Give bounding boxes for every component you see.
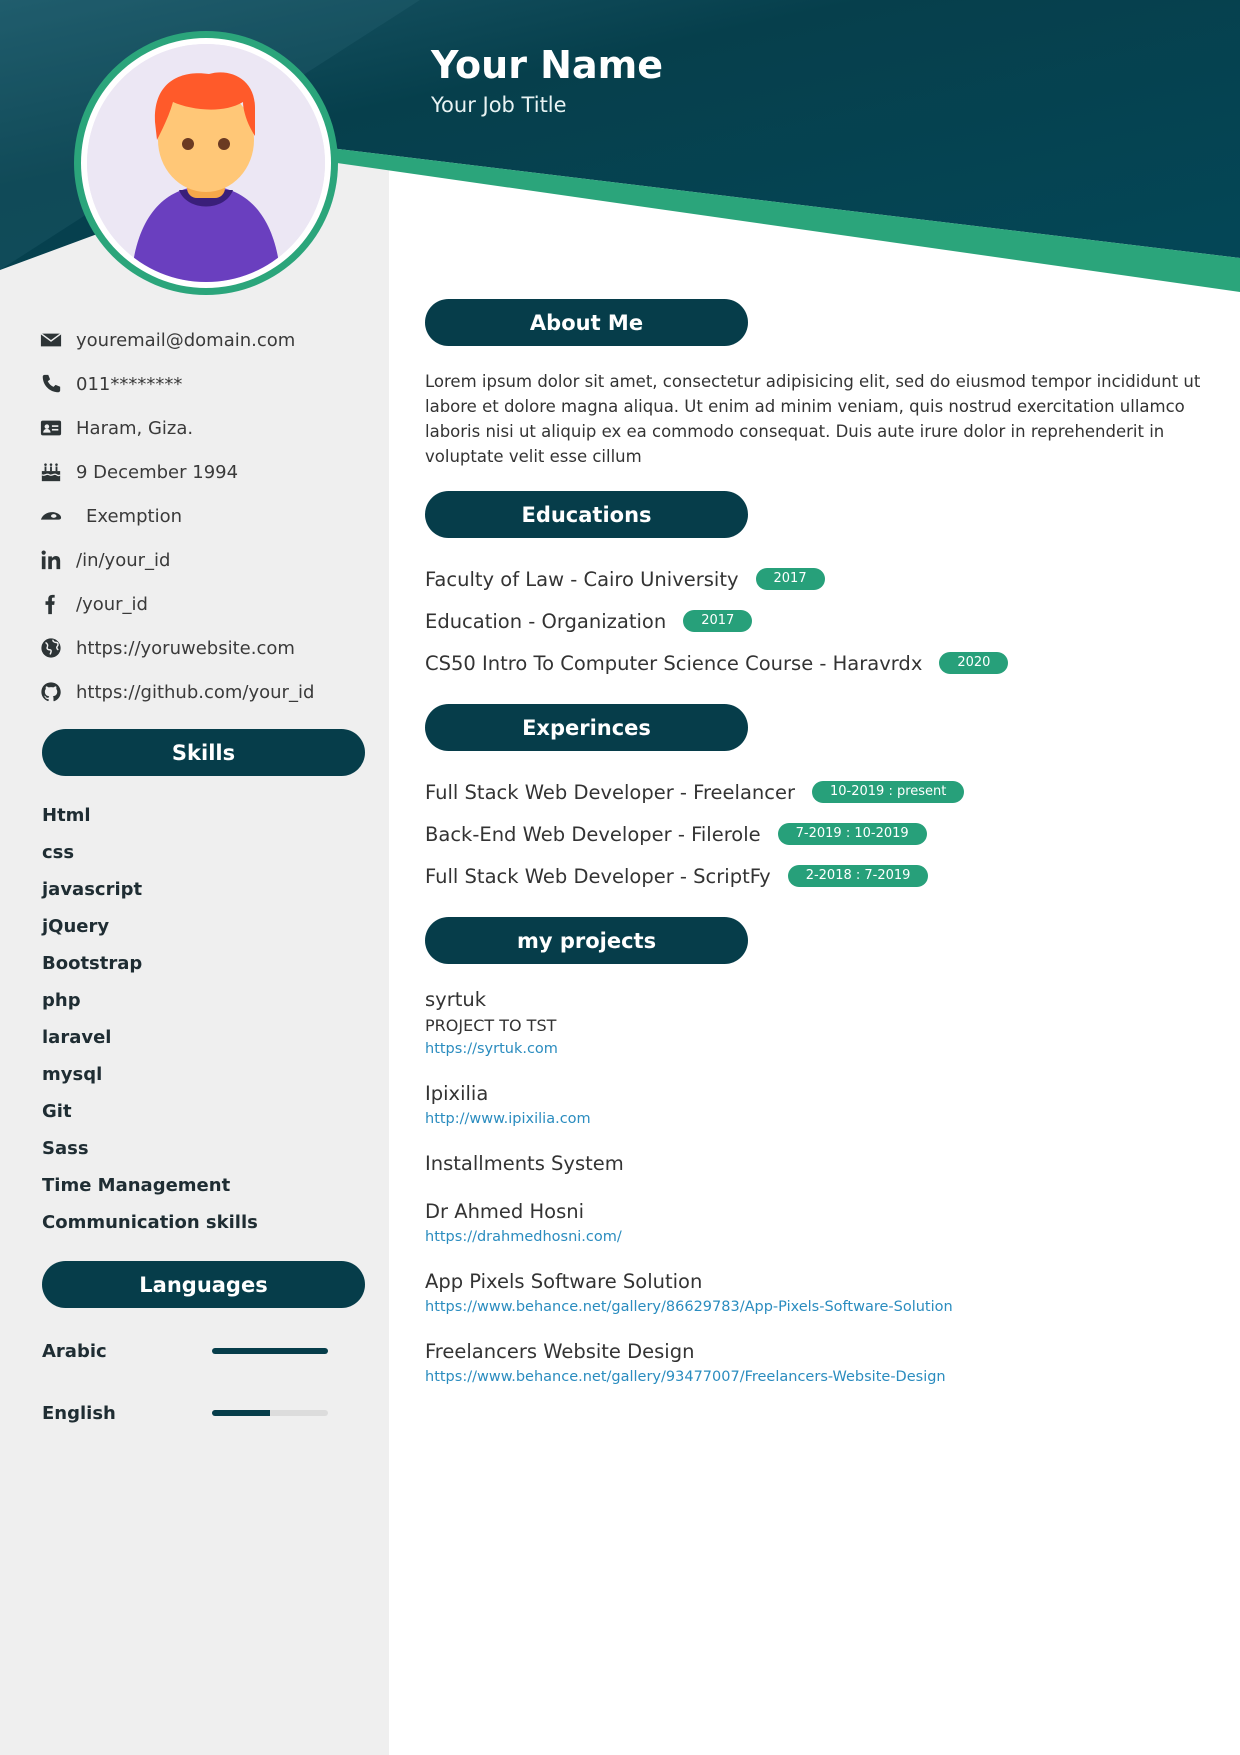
project-item — [425, 1268, 1210, 1318]
person-avatar-icon — [87, 44, 325, 282]
project-item — [425, 1338, 1210, 1388]
language-level-bar — [212, 1410, 328, 1416]
linkedin-icon — [40, 549, 66, 571]
about-heading: About Me — [425, 299, 748, 346]
address-card-icon — [40, 417, 66, 439]
skill-item: Communication skills — [42, 1212, 258, 1233]
language-level-bar — [212, 1348, 328, 1354]
skill-item: php — [42, 990, 81, 1011]
year-badge: 2020 — [939, 652, 1008, 674]
contact-address — [40, 406, 370, 450]
skill-item: Bootstrap — [42, 953, 143, 974]
contact-list — [40, 318, 370, 714]
skill-item: Git — [42, 1101, 72, 1122]
language-name: Arabic — [42, 1340, 107, 1362]
contact-facebook-text: /your_id — [76, 593, 148, 615]
date-range-badge: 7-2019 : 10-2019 — [778, 823, 927, 845]
language-name: English — [42, 1402, 116, 1424]
experience-label: Full Stack Web Developer - Freelancer — [425, 780, 796, 804]
birthday-cake-icon — [40, 461, 66, 483]
skill-item: javascript — [42, 879, 143, 900]
education-item — [425, 642, 1210, 684]
contact-address-text: Haram, Giza. — [76, 417, 194, 439]
skills-heading: Skills — [42, 729, 365, 776]
project-description: PROJECT TO TST — [425, 1016, 557, 1035]
avatar — [74, 31, 338, 295]
project-title: Freelancers Website Design — [425, 1340, 695, 1363]
skill-item: css — [42, 842, 75, 863]
contact-facebook[interactable] — [40, 582, 370, 626]
project-link[interactable]: http://www.ipixilia.com — [425, 1111, 591, 1127]
experiences-heading: Experinces — [425, 704, 748, 751]
project-link[interactable]: https://www.behance.net/gallery/86629783/App-Pixels-Software-Solution — [425, 1299, 953, 1315]
skill-item: Time Management — [42, 1175, 231, 1196]
experience-label: Back-End Web Developer - Filerole — [425, 822, 761, 846]
experience-item — [425, 855, 1210, 897]
projects-list — [425, 986, 1210, 1388]
contact-github[interactable] — [40, 670, 370, 714]
header-title-block — [431, 40, 663, 120]
educations-heading: Educations — [425, 491, 748, 538]
contact-website-text: https://yoruwebsite.com — [76, 637, 295, 659]
year-badge: 2017 — [756, 568, 825, 590]
skills-list — [42, 797, 258, 1241]
skill-item: jQuery — [42, 916, 110, 937]
project-item — [425, 1150, 1210, 1178]
language-level-fill — [212, 1410, 270, 1416]
project-item — [425, 1080, 1210, 1130]
about-text: Lorem ipsum dolor sit amet, consectetur adipisicing elit, sed do eiusmod tempor incididunt ut labore et dolore magna aliqua. Ut enim ad minim veniam, quis nostrud exercitation ullamco laboris nisi ut aliquip ex ea commodo consequat. Duis aute irure dolor in reprehenderit in voluptate velit esse cillum — [425, 372, 1201, 466]
contact-military-text: Exemption — [86, 505, 182, 527]
contact-website[interactable] — [40, 626, 370, 670]
github-icon — [40, 681, 66, 703]
educations-list — [425, 558, 1210, 684]
contact-linkedin-text: /in/your_id — [76, 549, 171, 571]
project-title: Ipixilia — [425, 1082, 489, 1105]
project-title: App Pixels Software Solution — [425, 1270, 703, 1293]
contact-birthday-text: 9 December 1994 — [76, 461, 239, 483]
facebook-icon — [40, 593, 66, 615]
project-title: Dr Ahmed Hosni — [425, 1200, 585, 1223]
contact-github-text: https://github.com/your_id — [76, 681, 315, 703]
person-name: Your Name — [431, 43, 663, 87]
globe-icon — [40, 637, 66, 659]
contact-military — [40, 494, 370, 538]
skill-item: Html — [42, 805, 91, 826]
experience-label: Full Stack Web Developer - ScriptFy — [425, 864, 771, 888]
education-label: Education - Organization — [425, 609, 667, 633]
phone-icon — [40, 373, 66, 395]
skill-item: laravel — [42, 1027, 112, 1048]
contact-birthday — [40, 450, 370, 494]
language-item — [42, 1320, 342, 1382]
projects-heading: my projects — [425, 917, 748, 964]
military-cap-icon — [40, 505, 66, 527]
education-item — [425, 600, 1210, 642]
contact-phone-text: 011******** — [76, 373, 183, 395]
contact-phone[interactable] — [40, 362, 370, 406]
project-link[interactable]: https://www.behance.net/gallery/93477007/Freelancers-Website-Design — [425, 1369, 946, 1385]
languages-list — [42, 1320, 342, 1444]
experience-item — [425, 813, 1210, 855]
skill-item: Sass — [42, 1138, 89, 1159]
project-link[interactable]: https://syrtuk.com — [425, 1041, 558, 1057]
envelope-icon — [40, 329, 66, 351]
job-title: Your Job Title — [431, 93, 567, 117]
education-label: Faculty of Law - Cairo University — [425, 567, 739, 591]
contact-linkedin[interactable] — [40, 538, 370, 582]
date-range-badge: 10-2019 : present — [812, 781, 964, 803]
language-item — [42, 1382, 342, 1444]
skill-item: mysql — [42, 1064, 103, 1085]
project-title: Installments System — [425, 1152, 624, 1175]
project-title: syrtuk — [425, 988, 487, 1011]
experiences-list — [425, 771, 1210, 897]
date-range-badge: 2-2018 : 7-2019 — [788, 865, 929, 887]
education-item — [425, 558, 1210, 600]
language-level-fill — [212, 1348, 328, 1354]
education-label: CS50 Intro To Computer Science Course - Haravrdx — [425, 651, 923, 675]
contact-email[interactable] — [40, 318, 370, 362]
contact-email-text: youremail@domain.com — [76, 329, 296, 351]
project-item — [425, 986, 1210, 1060]
languages-heading: Languages — [42, 1261, 365, 1308]
year-badge: 2017 — [683, 610, 752, 632]
main-content — [425, 299, 1210, 1408]
project-item — [425, 1198, 1210, 1248]
experience-item — [425, 771, 1210, 813]
project-link[interactable]: https://drahmedhosni.com/ — [425, 1229, 622, 1245]
